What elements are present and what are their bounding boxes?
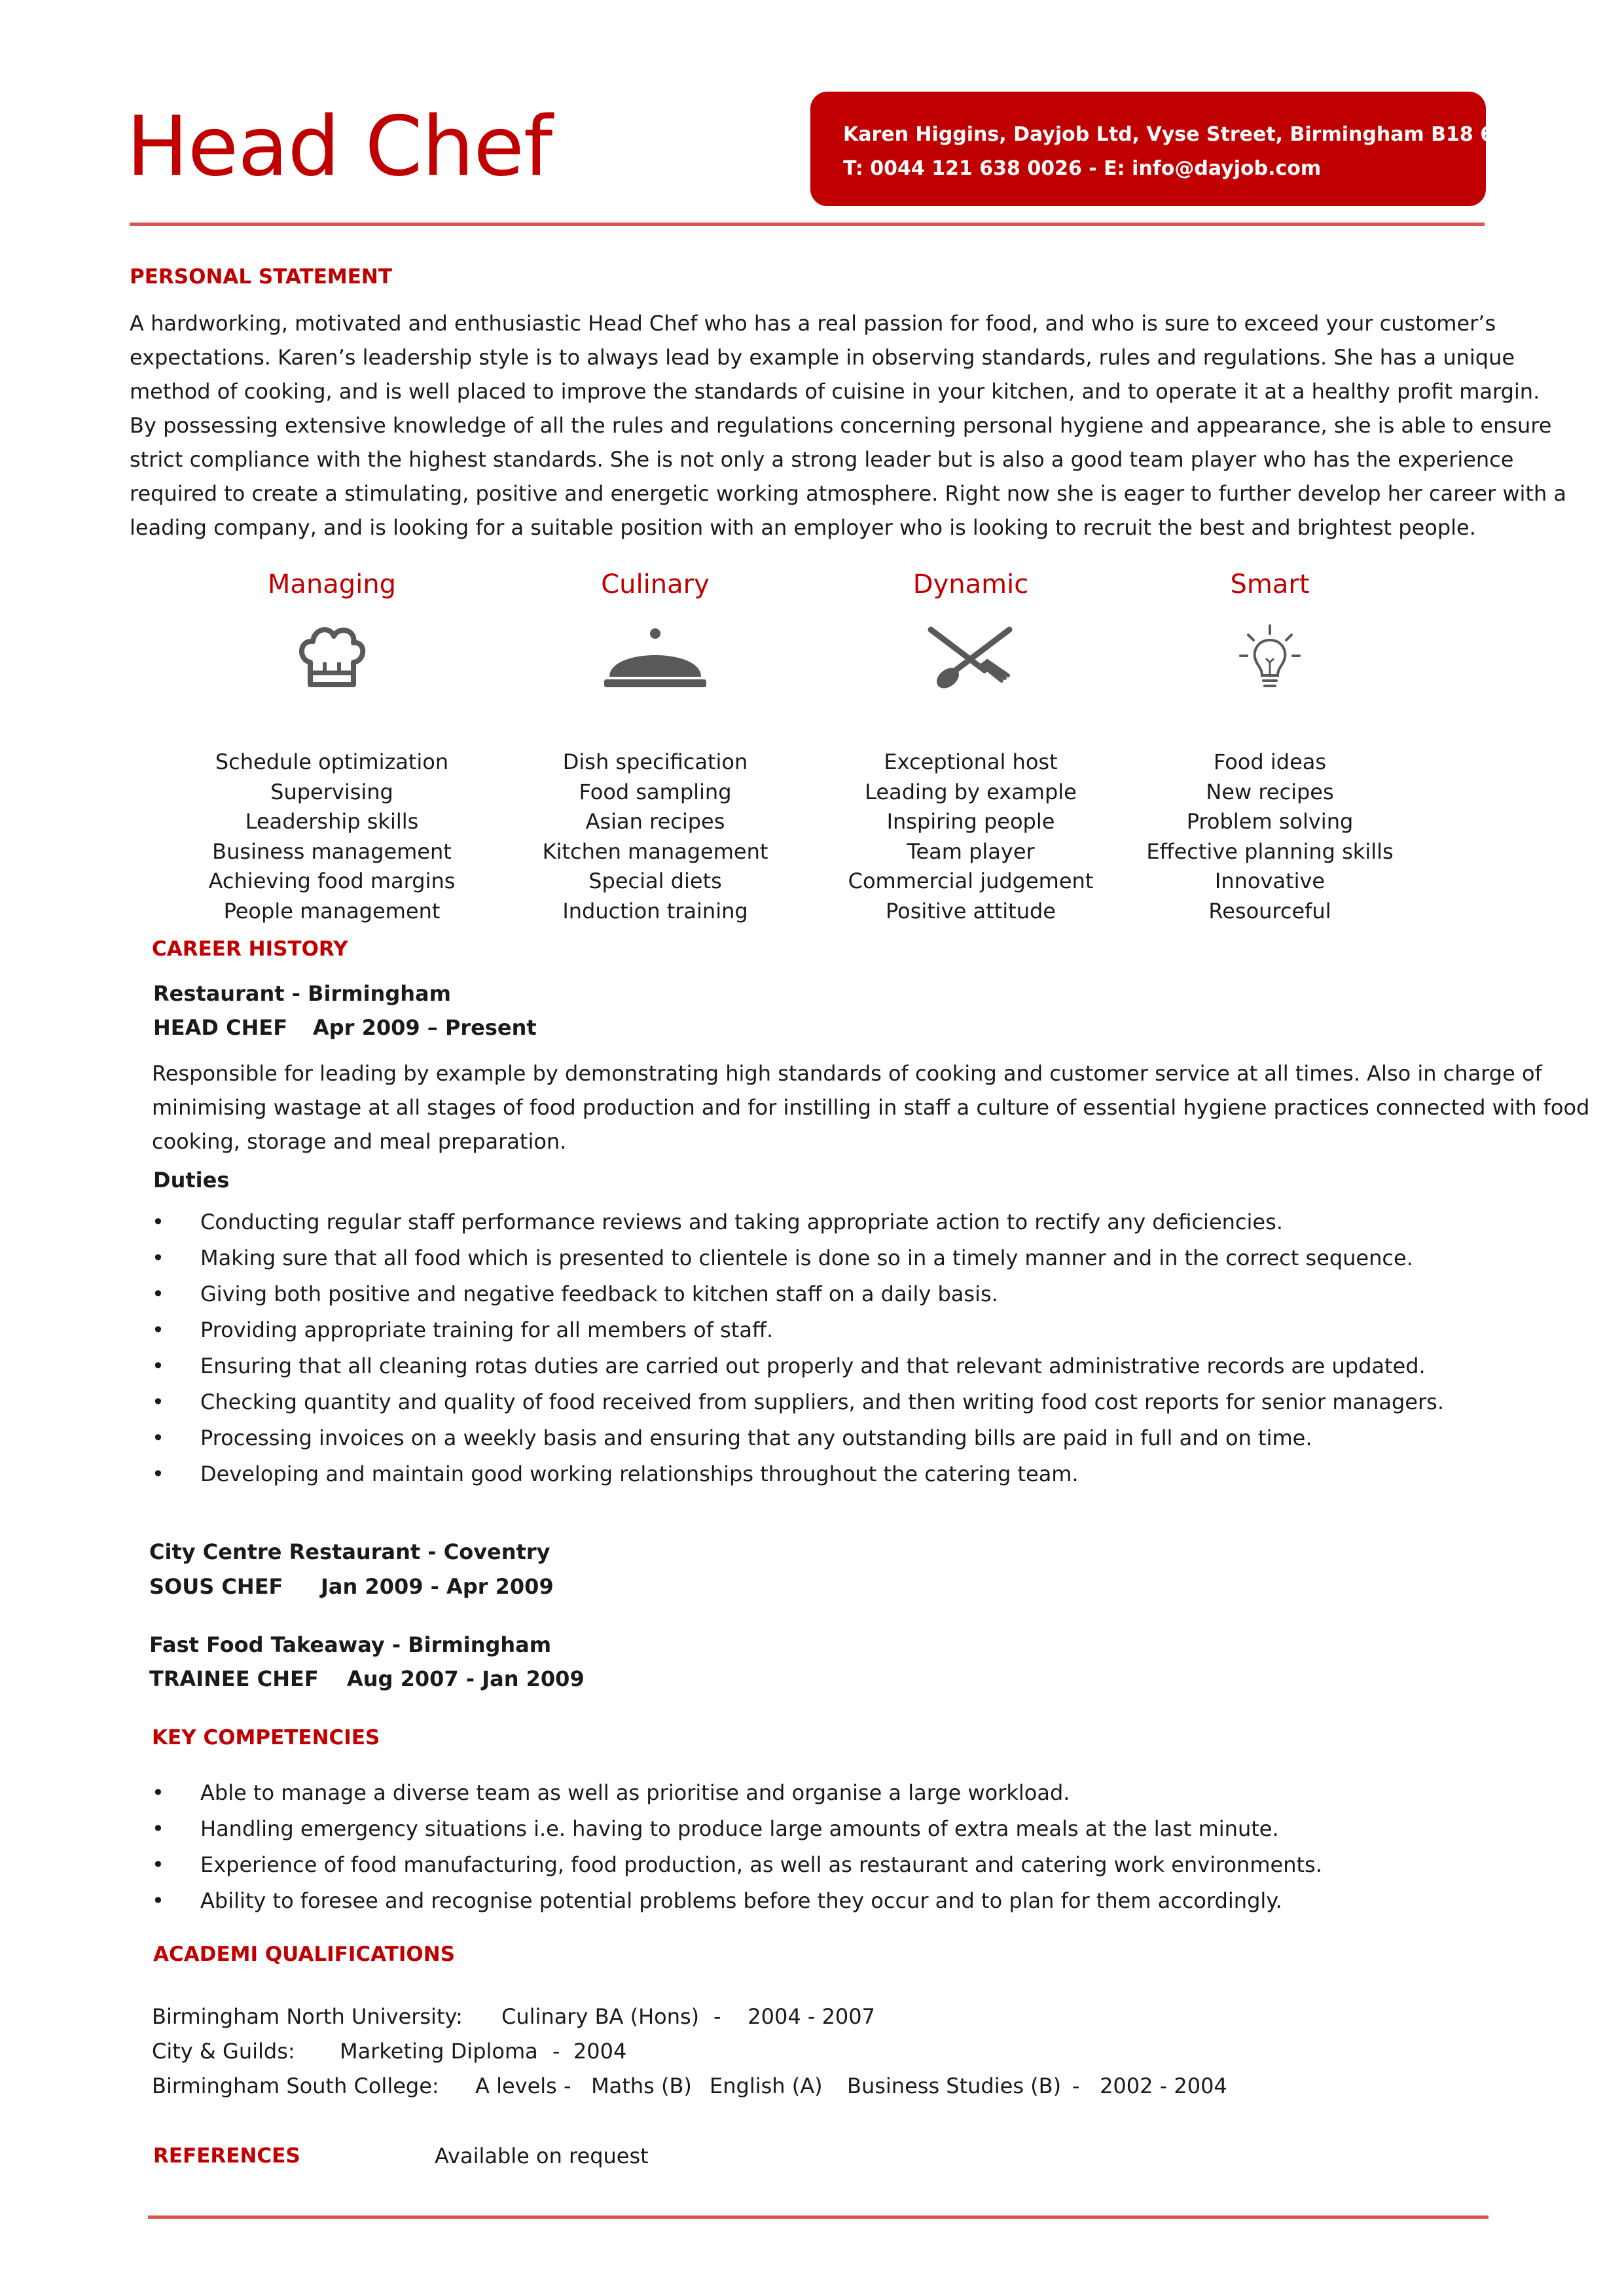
- statement-line: required to create a stimulating, positive and energetic working atmosphere. Right now she is eager to further develop her career with a: [130, 481, 1567, 506]
- duties-label: Duties: [153, 1168, 230, 1193]
- bottom-divider: [148, 2215, 1489, 2219]
- qual2-dates: - 2004: [552, 2039, 627, 2064]
- page-title: Head Chef: [126, 98, 552, 194]
- list-item: Asian recipes: [585, 809, 725, 834]
- list-item: Exceptional host: [884, 749, 1058, 774]
- list-item: Inspiring people: [886, 809, 1055, 834]
- trait-dynamic: [814, 569, 1128, 926]
- job1-employer: Restaurant - Birmingham: [153, 981, 451, 1006]
- list-item: People management: [223, 898, 441, 924]
- cloche-icon: [603, 622, 708, 694]
- statement-line: A hardworking, motivated and enthusiastic Head Chef who has a real passion for food, and who is sure to exceed your customer’s: [130, 311, 1496, 336]
- list-item: • Developing and maintain good working relationships throughout the catering team.: [151, 1456, 1444, 1492]
- list-item: Problem solving: [1186, 809, 1354, 834]
- job1-description: [152, 1056, 1590, 1158]
- crossed-utensils-icon: [922, 622, 1020, 694]
- chef-hat-icon: [296, 622, 368, 694]
- lightbulb-icon: [1234, 622, 1306, 694]
- trait-smart: [1113, 569, 1427, 926]
- list-item: • Ensuring that all cleaning rotas duties are carried out properly and that relevant administrative records are updated.: [151, 1348, 1444, 1384]
- career-history-heading: CAREER HISTORY: [152, 937, 348, 961]
- trait-title: Smart: [1230, 569, 1310, 600]
- qual3-course2: English (A): [710, 2073, 823, 2098]
- statement-line: method of cooking, and is well placed to improve the standards of cuisine in your kitchen, and to operate it at a healthy profit margin.: [130, 379, 1540, 404]
- list-item: • Making sure that all food which is presented to clientele is done so in a timely manner and in the correct sequence.: [151, 1240, 1444, 1276]
- trait-managing: [175, 569, 489, 926]
- qual1-dates: - 2004 - 2007: [713, 2004, 875, 2029]
- competencies-list: [151, 1775, 1322, 1919]
- duties-list: [151, 1204, 1444, 1492]
- description-line: cooking, storage and meal preparation.: [152, 1129, 567, 1154]
- list-item: Food ideas: [1213, 749, 1327, 774]
- list-item: Commercial judgement: [848, 869, 1094, 893]
- list-item: Resourceful: [1208, 898, 1331, 924]
- list-item: Positive attitude: [886, 898, 1056, 924]
- list-item: Innovative: [1214, 869, 1326, 893]
- list-item: Team player: [907, 838, 1035, 864]
- contact-phone-email: T: 0044 121 638 0026 - E: info@dayjob.com: [843, 157, 1322, 180]
- trait-skill-list: [498, 747, 812, 926]
- job3-employer: Fast Food Takeaway - Birmingham: [149, 1632, 552, 1657]
- personal-statement-heading: PERSONAL STATEMENT: [130, 265, 393, 289]
- statement-line: strict compliance with the highest standards. She is not only a strong leader but is also a good team player who has the experience: [130, 447, 1514, 472]
- list-item: Induction training: [562, 898, 748, 924]
- list-item: Food sampling: [579, 779, 732, 804]
- description-line: minimising wastage at all stages of food production and for instilling in staff a culture of essential hygiene practices connected with food: [152, 1095, 1590, 1120]
- references-heading: REFERENCES: [153, 2144, 300, 2168]
- trait-skill-list: [814, 747, 1128, 926]
- trait-title: Managing: [267, 569, 397, 600]
- qualifications-heading: ACADEMI QUALIFICATIONS: [153, 1943, 456, 1966]
- statement-line: By possessing extensive knowledge of all the rules and regulations concerning personal hygiene and appearance, she is able to ensure: [130, 413, 1552, 438]
- statement-line: expectations. Karen’s leadership style is to always lead by example in observing standards, rules and regulations. She has a unique: [130, 345, 1515, 370]
- contact-address: Karen Higgins, Dayjob Ltd, Vyse Street, Birmingham B18 6NF: [843, 123, 1524, 146]
- list-item: • Checking quantity and quality of food received from suppliers, and then writing food cost reports for senior managers.: [151, 1384, 1444, 1420]
- job1-dates: Apr 2009 – Present: [313, 1015, 537, 1040]
- list-item: Effective planning skills: [1146, 838, 1394, 864]
- personal-statement-text: [130, 306, 1567, 545]
- job1-role: HEAD CHEF: [153, 1015, 288, 1040]
- qual3-institution: Birmingham South College:: [152, 2073, 439, 2098]
- job2-role: SOUS CHEF: [149, 1574, 283, 1599]
- contact-box: [810, 92, 1524, 206]
- qual3-course3: Business Studies (B): [847, 2073, 1062, 2098]
- trait-skill-list: [1113, 747, 1427, 926]
- list-item: Leadership skills: [245, 809, 419, 834]
- qual1-institution: Birmingham North University:: [152, 2004, 463, 2029]
- references-value: Available on request: [435, 2144, 649, 2168]
- job2-dates: Jan 2009 - Apr 2009: [321, 1574, 554, 1599]
- job2-employer: City Centre Restaurant - Coventry: [149, 1539, 550, 1564]
- qual3-course: A levels - Maths (B): [475, 2073, 692, 2098]
- list-item: Schedule optimization: [215, 749, 449, 774]
- trait-title: Dynamic: [912, 569, 1029, 600]
- description-line: Responsible for leading by example by demonstrating high standards of cooking and customer service at all times. Also in charge of: [152, 1061, 1542, 1086]
- job3-dates: Aug 2007 - Jan 2009: [347, 1666, 585, 1691]
- list-item: Kitchen management: [542, 838, 768, 864]
- list-item: • Conducting regular staff performance reviews and taking appropriate action to rectify any deficiencies.: [151, 1204, 1444, 1240]
- list-item: Business management: [212, 838, 452, 864]
- list-item: Leading by example: [865, 779, 1077, 804]
- trait-culinary: [498, 569, 812, 926]
- list-item: • Ability to foresee and recognise potential problems before they occur and to plan for them accordingly.: [151, 1883, 1322, 1919]
- qual2-course: Marketing Diploma: [340, 2039, 538, 2064]
- list-item: • Handling emergency situations i.e. having to produce large amounts of extra meals at the last minute.: [151, 1811, 1322, 1847]
- list-item: • Able to manage a diverse team as well as prioritise and organise a large workload.: [151, 1775, 1322, 1811]
- list-item: Dish specification: [562, 749, 748, 774]
- list-item: Achieving food margins: [208, 869, 456, 893]
- list-item: • Experience of food manufacturing, food production, as well as restaurant and catering work environments.: [151, 1847, 1322, 1883]
- trait-skill-list: [175, 747, 489, 926]
- list-item: Supervising: [270, 779, 393, 804]
- qual1-course: Culinary BA (Hons): [501, 2004, 700, 2029]
- top-divider: [130, 223, 1485, 226]
- statement-line: leading company, and is looking for a suitable position with an employer who is looking to recruit the best and brightest people.: [130, 515, 1476, 540]
- key-competencies-heading: KEY COMPETENCIES: [152, 1726, 380, 1749]
- list-item: Special diets: [588, 869, 722, 893]
- trait-title: Culinary: [601, 569, 710, 600]
- qual3-dates: - 2002 - 2004: [1072, 2073, 1227, 2098]
- qual2-institution: City & Guilds:: [152, 2039, 295, 2064]
- list-item: • Giving both positive and negative feedback to kitchen staff on a daily basis.: [151, 1276, 1444, 1312]
- list-item: • Processing invoices on a weekly basis and ensuring that any outstanding bills are paid in full and on time.: [151, 1420, 1444, 1456]
- list-item: • Providing appropriate training for all members of staff.: [151, 1312, 1444, 1348]
- job3-role: TRAINEE CHEF: [149, 1666, 319, 1691]
- list-item: New recipes: [1206, 779, 1334, 804]
